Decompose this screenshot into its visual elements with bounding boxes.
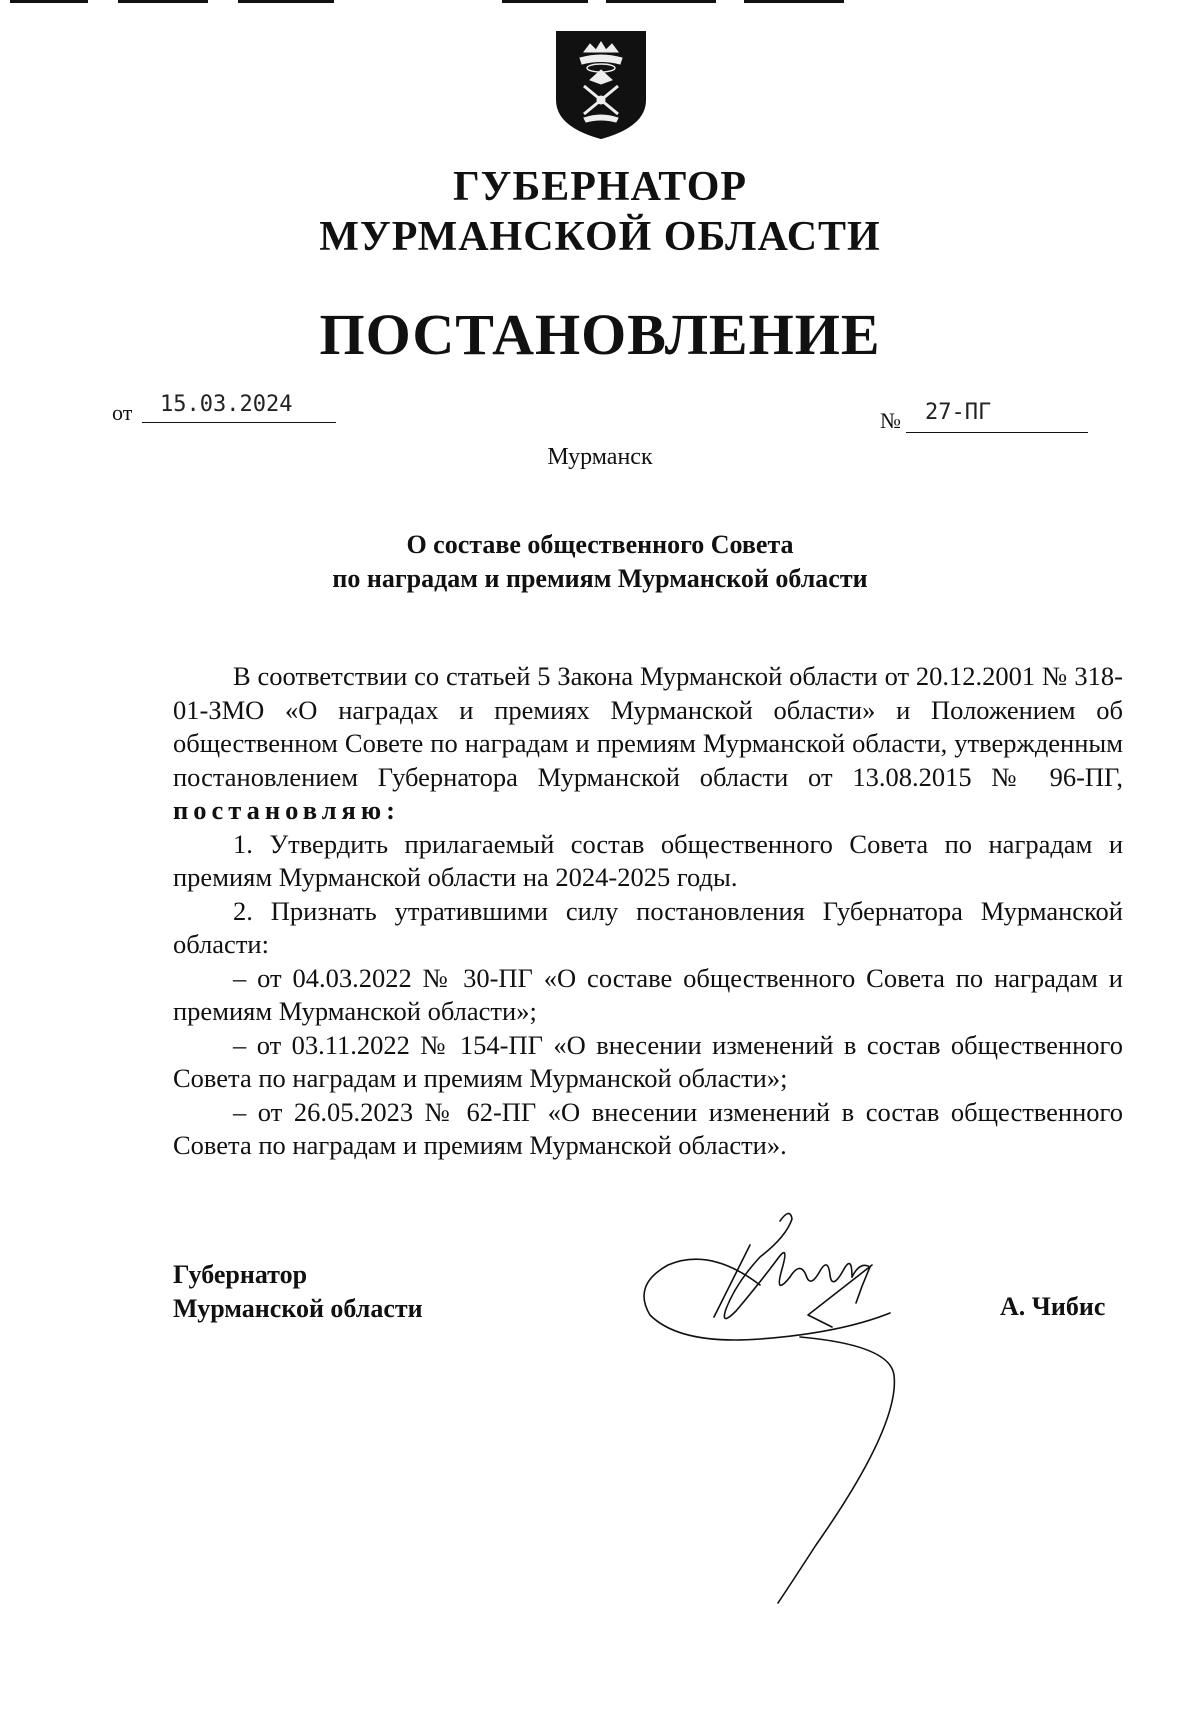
item-2-subitem-3: – от 26.05.2023 № 62-ПГ «О внесении изменений в состав общественного Совета по наградам и премиям Мурманской области». (173, 1096, 1123, 1160)
city-name: Мурманск (547, 444, 653, 470)
issuer-heading (0, 162, 1200, 262)
document-date: 15.03.2024 (160, 392, 293, 417)
scan-edge-mark (10, 0, 88, 3)
signatory-position-line-1: Губернатор (173, 1260, 308, 1289)
scan-edge-mark (606, 0, 716, 3)
signatory-position-line-2: Мурманской области (173, 1294, 423, 1323)
scan-edge-mark (502, 0, 588, 3)
item-1-paragraph: 1. Утвердить прилагаемый состав общественного Совета по наградам и премиям Мурманской области на 2024-2025 годы. (173, 828, 1123, 892)
document-subject (0, 528, 1200, 596)
scan-edge-mark (238, 0, 334, 3)
signatory-position (173, 1258, 423, 1326)
scan-edge-mark (744, 0, 844, 3)
item-2-subitem-2: – от 03.11.2022 № 154-ПГ «О внесении изменений в состав общественного Совета по наградам и премиям Мурманской области»; (173, 1029, 1123, 1093)
subject-line-2: по наградам и премиям Мурманской области (332, 564, 868, 593)
preamble-paragraph (173, 660, 1123, 828)
document-type-title: ПОСТАНОВЛЕНИЕ (319, 302, 881, 367)
date-prefix: от (112, 400, 133, 425)
issuer-line-2: МУРМАНСКОЙ ОБЛАСТИ (319, 214, 881, 260)
preamble-text: В соответствии со статьей 5 Закона Мурманской области от 20.12.2001 № 318-01-ЗМО «О наградах и премиях Мурманской области» и Положением об общественном Совете по наградам и премиям Мурманской области, утвержденным постановлением Губернатора Мурманской области от 13.08.2015 № 96-ПГ, (173, 661, 1123, 792)
document-body (173, 660, 1123, 1163)
item-2-paragraph: 2. Признать утратившими силу постановления Губернатора Мурманской области: (173, 895, 1123, 959)
scan-edge-mark (118, 0, 208, 3)
subject-line-1: О составе общественного Совета (406, 530, 794, 559)
document-number: 27-ПГ (925, 400, 992, 425)
item-2-subitem-1: – от 04.03.2022 № 30-ПГ «О составе общественного Совета по наградам и премиям Мурманской области»; (173, 962, 1123, 1026)
issuer-line-1: ГУБЕРНАТОР (452, 164, 748, 210)
handwritten-signature (640, 1205, 970, 1605)
resolve-word: постановляю: (173, 795, 400, 825)
signatory-name: А. Чибис (1000, 1292, 1106, 1321)
number-prefix: № (880, 408, 901, 433)
murmansk-oblast-coat-of-arms-icon (554, 28, 648, 140)
